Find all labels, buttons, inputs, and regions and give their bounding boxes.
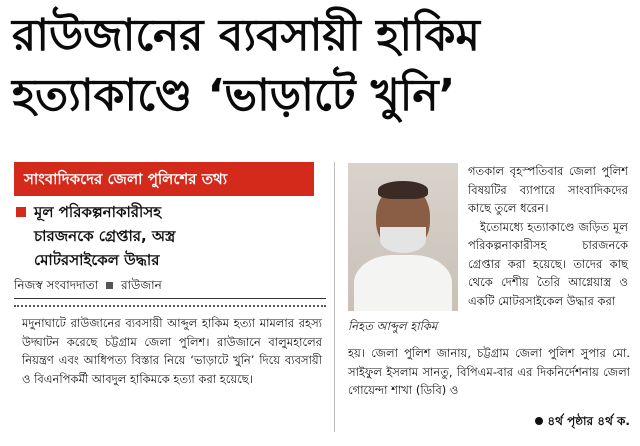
body-right-paragraph-1: গতকাল বৃহস্পতিবার জেলা পুলিশ বিষয়টির ব্যাপারে সাংবাদিকদের কাছে তুলে ধরেন। <box>468 164 628 215</box>
body-right-column <box>468 162 628 310</box>
photo-hair <box>378 181 428 199</box>
deck-first-line <box>14 200 326 224</box>
body-left-paragraph: মদুনাঘাটে রাউজানের ব্যবসায়ী আব্দুল হাকিম হত্যা মামলার রহস্য উদ্ঘাটন করেছে চট্টগ্রাম জেলা পুলিশ। রাউজানে বালুমহালের নিয়ন্ত্রণ এবং আধিপত্য বিস্তার নিয়ে ‘ভাড়াটে খুনি’ দিয়ে ব্যবসায়ী ও বিএনপিকর্মী আবদুল হাকিমকে হত্যা করা হয়েছে। <box>22 316 322 386</box>
byline-location: রাউজান <box>120 278 162 292</box>
deck-line-1: মূল পরিকল্পনাকারীসহ <box>34 203 162 221</box>
deck-line-2: চারজনকে গ্রেপ্তার, অস্ত্র <box>34 227 176 245</box>
photo-caption: নিহত আব্দুল হাকিম <box>348 319 438 333</box>
photo-beard <box>380 227 426 253</box>
byline-reporter: নিজস্ব সংবাদদাতা <box>14 278 99 292</box>
continuation-text: ৪র্থ পৃষ্ঠার ৪র্থ ক. <box>547 414 630 428</box>
headline-line-2: হত্যাকাণ্ডে ‘ভাড়াটে খুনি’ <box>12 70 456 121</box>
deck <box>14 200 326 272</box>
deck-line-3: মোটরসাইকেল উদ্ধার <box>34 251 160 269</box>
body-left-column <box>22 314 322 388</box>
continuation-note <box>474 412 630 430</box>
portrait-photo <box>348 163 458 311</box>
red-square-bullet-icon <box>16 207 26 217</box>
dotted-divider <box>14 305 326 307</box>
byline <box>14 276 326 299</box>
square-separator-icon <box>106 282 113 289</box>
photo-shirt <box>354 255 452 311</box>
column-divider <box>334 162 335 432</box>
headline <box>12 6 628 126</box>
sub-headline-banner: সাংবাদিকদের জেলা পুলিশের তথ্য <box>14 162 314 196</box>
body-bottom-paragraph: হয়। জেলা পুলিশ জানায়, চট্টগ্রাম জেলা পুলিশ সুপার মো. সাইফুল ইসলাম সানতু, বিপিএম-বার এর দিকনির্দেশনায় জেলা গোয়েন্দা শাখা (ডিবি) ও <box>348 346 630 397</box>
headline-line-1: রাউজানের ব্যবসায়ী হাকিম <box>12 10 480 61</box>
bullet-dot-icon <box>535 417 543 425</box>
body-right-paragraph-2: ইতোমধ্যে হত্যাকাণ্ডে জড়িত মূল পরিকল্পনাকারীসহ চারজনকে গ্রেপ্তার করা হয়েছে। তাদের কাছ থেকে দেশীয় তৈরি আগ্নেয়াস্ত্র ও একটি মোটরসাইকেল উদ্ধার করা <box>468 219 628 308</box>
